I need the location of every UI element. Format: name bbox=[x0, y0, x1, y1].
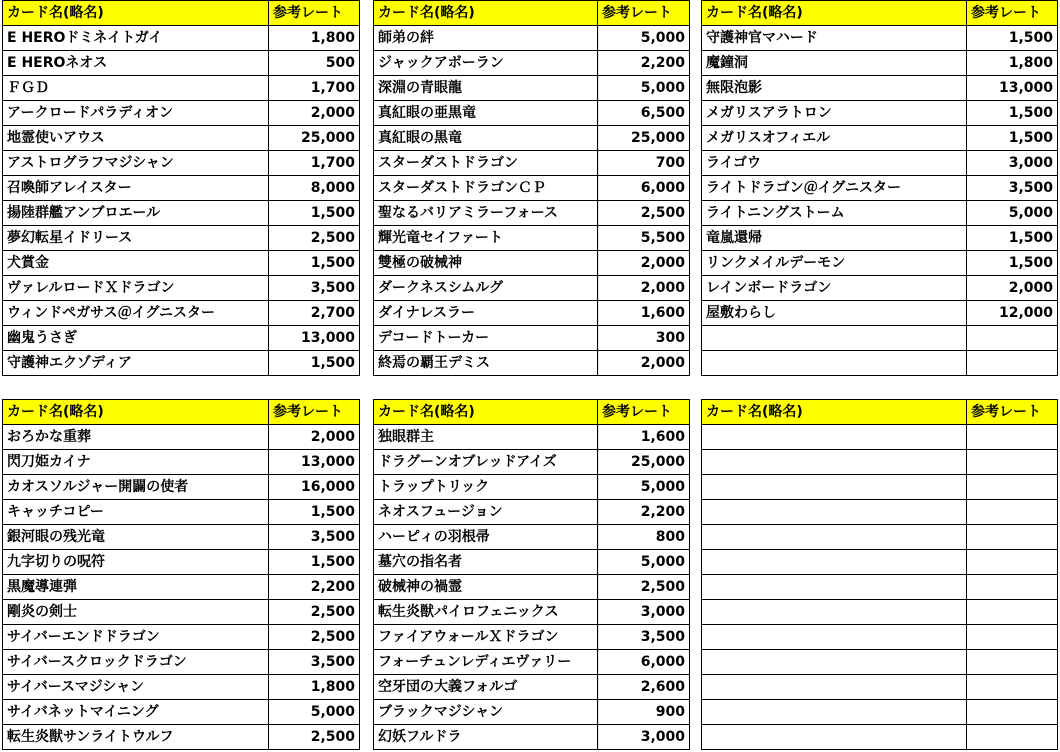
rate-cell[interactable]: 2,500 bbox=[269, 226, 360, 251]
card-name-cell[interactable]: 魔鐘洞 bbox=[702, 51, 967, 76]
table-row bbox=[702, 450, 1058, 475]
rate-table-4 bbox=[2, 399, 360, 750]
table-row bbox=[374, 475, 690, 500]
card-name-header[interactable]: カード名(略名) bbox=[702, 1, 967, 26]
card-name-cell[interactable]: 召喚師アレイスター bbox=[3, 176, 269, 201]
table-row bbox=[3, 700, 360, 725]
card-name-cell[interactable]: おろかな重葬 bbox=[3, 425, 269, 450]
rate-cell[interactable]: 2,500 bbox=[269, 600, 360, 625]
rate-cell[interactable]: 13,000 bbox=[269, 450, 360, 475]
card-name-cell[interactable]: サイバーエンドドラゴン bbox=[3, 625, 269, 650]
rate-cell[interactable]: 1,500 bbox=[967, 26, 1058, 51]
card-name-cell[interactable]: ジャックアボーラン bbox=[374, 51, 598, 76]
card-name-cell[interactable]: 剛炎の剣士 bbox=[3, 600, 269, 625]
table-row bbox=[702, 276, 1058, 301]
card-name-cell[interactable]: ドラグーンオブレッドアイズ bbox=[374, 450, 598, 475]
card-name-cell[interactable]: メガリスオフィエル bbox=[702, 126, 967, 151]
table-row bbox=[702, 251, 1058, 276]
table-row bbox=[702, 226, 1058, 251]
rate-table-3 bbox=[701, 0, 1058, 376]
card-name-cell[interactable] bbox=[702, 500, 967, 525]
rate-cell[interactable]: 3,500 bbox=[269, 525, 360, 550]
table-row bbox=[702, 26, 1058, 51]
table-row bbox=[374, 226, 690, 251]
table-row bbox=[702, 51, 1058, 76]
table-row bbox=[3, 151, 360, 176]
rate-cell[interactable]: 2,600 bbox=[598, 675, 690, 700]
table-row bbox=[3, 575, 360, 600]
table-row bbox=[3, 425, 360, 450]
table-row bbox=[3, 675, 360, 700]
rate-cell[interactable]: 3,500 bbox=[598, 625, 690, 650]
card-name-cell[interactable]: 揚陸群艦アンブロエール bbox=[3, 201, 269, 226]
rate-header[interactable]: 参考レート bbox=[967, 400, 1058, 425]
card-name-cell[interactable]: 真紅眼の亜黒竜 bbox=[374, 101, 598, 126]
rate-cell[interactable] bbox=[967, 725, 1058, 750]
card-name-cell[interactable]: 幽鬼うさぎ bbox=[3, 326, 269, 351]
table-row bbox=[374, 425, 690, 450]
table-row bbox=[702, 101, 1058, 126]
table-row bbox=[374, 525, 690, 550]
rate-cell[interactable]: 25,000 bbox=[269, 126, 360, 151]
card-name-cell[interactable]: E HEROドミネイトガイ bbox=[3, 26, 269, 51]
rate-cell[interactable]: 1,500 bbox=[967, 101, 1058, 126]
header-row bbox=[374, 400, 690, 425]
card-name-cell[interactable]: 無限泡影 bbox=[702, 76, 967, 101]
rate-cell[interactable]: 6,000 bbox=[598, 176, 690, 201]
rate-cell[interactable]: 5,000 bbox=[598, 76, 690, 101]
card-name-cell[interactable]: ヴァレルロードＸドラゴン bbox=[3, 276, 269, 301]
rate-cell[interactable] bbox=[967, 600, 1058, 625]
table-row bbox=[702, 126, 1058, 151]
card-name-cell[interactable]: ライトドラゴン＠イグニスター bbox=[702, 176, 967, 201]
card-name-cell[interactable]: ネオスフュージョン bbox=[374, 500, 598, 525]
card-name-cell[interactable] bbox=[702, 600, 967, 625]
card-name-cell[interactable] bbox=[702, 326, 967, 351]
rate-cell[interactable]: 1,500 bbox=[967, 251, 1058, 276]
rate-cell[interactable] bbox=[967, 700, 1058, 725]
row-gap bbox=[0, 374, 1060, 399]
card-name-cell[interactable]: キャッチコピー bbox=[3, 500, 269, 525]
card-name-cell[interactable]: 屋敷わらし bbox=[702, 301, 967, 326]
rate-cell[interactable]: 12,000 bbox=[967, 301, 1058, 326]
rate-cell[interactable]: 1,500 bbox=[269, 500, 360, 525]
table-row bbox=[3, 650, 360, 675]
card-name-cell[interactable] bbox=[702, 700, 967, 725]
card-name-cell[interactable]: 幻妖フルドラ bbox=[374, 725, 598, 750]
table-row bbox=[702, 600, 1058, 625]
table-row bbox=[374, 450, 690, 475]
table-row bbox=[3, 226, 360, 251]
card-name-header[interactable]: カード名(略名) bbox=[374, 1, 598, 26]
rate-header[interactable]: 参考レート bbox=[967, 1, 1058, 26]
rate-cell[interactable]: 5,000 bbox=[967, 201, 1058, 226]
rate-cell[interactable]: 1,600 bbox=[598, 301, 690, 326]
card-name-cell[interactable] bbox=[702, 475, 967, 500]
rate-cell[interactable] bbox=[967, 525, 1058, 550]
table-row bbox=[3, 351, 360, 376]
rate-cell[interactable] bbox=[967, 450, 1058, 475]
table-row bbox=[702, 151, 1058, 176]
rate-cell[interactable]: 13,000 bbox=[967, 76, 1058, 101]
table-row bbox=[374, 500, 690, 525]
table-row bbox=[374, 326, 690, 351]
table-row bbox=[3, 450, 360, 475]
rate-cell[interactable]: 1,700 bbox=[269, 151, 360, 176]
card-name-cell[interactable]: リンクメイルデーモン bbox=[702, 251, 967, 276]
card-name-cell[interactable]: 閃刀姫カイナ bbox=[3, 450, 269, 475]
card-name-cell[interactable]: 真紅眼の黒竜 bbox=[374, 126, 598, 151]
rate-table-2 bbox=[373, 0, 690, 376]
card-name-cell[interactable]: 黒魔導連弾 bbox=[3, 575, 269, 600]
rate-table-6 bbox=[701, 399, 1058, 750]
rate-cell[interactable]: 2,500 bbox=[269, 625, 360, 650]
card-name-cell[interactable] bbox=[702, 675, 967, 700]
rate-cell[interactable]: 6,000 bbox=[598, 650, 690, 675]
rate-cell[interactable]: 3,500 bbox=[967, 176, 1058, 201]
card-name-cell[interactable]: 空牙団の大義フォルゴ bbox=[374, 675, 598, 700]
rate-cell[interactable]: 300 bbox=[598, 326, 690, 351]
card-name-cell[interactable]: サイバースクロックドラゴン bbox=[3, 650, 269, 675]
table-row bbox=[374, 575, 690, 600]
table-row bbox=[702, 176, 1058, 201]
table-row bbox=[702, 625, 1058, 650]
rate-cell[interactable]: 16,000 bbox=[269, 475, 360, 500]
table-row bbox=[3, 550, 360, 575]
card-name-cell[interactable]: 輝光竜セイファート bbox=[374, 226, 598, 251]
table-row bbox=[3, 475, 360, 500]
header-row bbox=[3, 1, 360, 26]
table-row bbox=[374, 351, 690, 376]
table-row bbox=[374, 301, 690, 326]
rate-table-1 bbox=[2, 0, 360, 376]
table-row bbox=[3, 176, 360, 201]
rate-cell[interactable]: 900 bbox=[598, 700, 690, 725]
rate-cell[interactable]: 5,000 bbox=[598, 475, 690, 500]
table-row bbox=[3, 525, 360, 550]
card-name-cell[interactable]: ハーピィの羽根帚 bbox=[374, 525, 598, 550]
card-name-cell[interactable]: 雙極の破械神 bbox=[374, 251, 598, 276]
rate-cell[interactable] bbox=[967, 575, 1058, 600]
card-name-cell[interactable] bbox=[702, 351, 967, 376]
table-row bbox=[702, 725, 1058, 750]
rate-cell[interactable]: 8,000 bbox=[269, 176, 360, 201]
rate-cell[interactable]: 2,000 bbox=[269, 101, 360, 126]
rate-table-5 bbox=[373, 399, 690, 750]
rate-cell[interactable] bbox=[967, 550, 1058, 575]
card-name-cell[interactable]: ＦＧＤ bbox=[3, 76, 269, 101]
header-row bbox=[702, 400, 1058, 425]
table-row bbox=[3, 251, 360, 276]
rate-header[interactable]: 参考レート bbox=[269, 400, 360, 425]
card-name-cell[interactable]: 地霊使いアウス bbox=[3, 126, 269, 151]
rate-cell[interactable]: 5,500 bbox=[598, 226, 690, 251]
table-row bbox=[3, 201, 360, 226]
card-name-cell[interactable]: 終焉の覇王デミス bbox=[374, 351, 598, 376]
rate-cell[interactable]: 1,800 bbox=[269, 675, 360, 700]
table-row bbox=[374, 201, 690, 226]
card-name-cell[interactable]: 竜嵐還帰 bbox=[702, 226, 967, 251]
rate-cell[interactable]: 1,500 bbox=[269, 550, 360, 575]
card-name-cell[interactable] bbox=[702, 550, 967, 575]
card-name-cell[interactable] bbox=[702, 650, 967, 675]
table-row bbox=[374, 76, 690, 101]
rate-cell[interactable]: 5,000 bbox=[598, 550, 690, 575]
rate-cell[interactable]: 1,500 bbox=[269, 351, 360, 376]
rate-cell[interactable]: 2,200 bbox=[598, 51, 690, 76]
table-row bbox=[702, 301, 1058, 326]
rate-cell[interactable] bbox=[967, 650, 1058, 675]
card-name-cell[interactable]: 銀河眼の残光竜 bbox=[3, 525, 269, 550]
table-row bbox=[702, 675, 1058, 700]
table-row bbox=[374, 625, 690, 650]
card-name-cell[interactable]: サイバースマジシャン bbox=[3, 675, 269, 700]
table-row bbox=[374, 126, 690, 151]
card-name-cell[interactable]: 転生炎獣サンライトウルフ bbox=[3, 725, 269, 750]
card-name-cell[interactable] bbox=[702, 450, 967, 475]
rate-cell[interactable]: 25,000 bbox=[598, 450, 690, 475]
table-row bbox=[3, 26, 360, 51]
card-name-cell[interactable]: レインボードラゴン bbox=[702, 276, 967, 301]
rate-cell[interactable]: 2,500 bbox=[269, 725, 360, 750]
rate-cell[interactable]: 1,500 bbox=[967, 226, 1058, 251]
header-row bbox=[702, 1, 1058, 26]
card-name-cell[interactable]: 深淵の青眼龍 bbox=[374, 76, 598, 101]
card-name-cell[interactable]: アストログラフマジシャン bbox=[3, 151, 269, 176]
rate-cell[interactable]: 1,600 bbox=[598, 425, 690, 450]
rate-cell[interactable]: 1,500 bbox=[967, 126, 1058, 151]
card-name-cell[interactable]: ウィンドペガサス＠イグニスター bbox=[3, 301, 269, 326]
card-name-cell[interactable]: E HEROネオス bbox=[3, 51, 269, 76]
rate-cell[interactable]: 1,700 bbox=[269, 76, 360, 101]
table-row bbox=[702, 650, 1058, 675]
table-row bbox=[3, 76, 360, 101]
card-name-cell[interactable] bbox=[702, 725, 967, 750]
card-name-cell[interactable]: スターダストドラゴン bbox=[374, 151, 598, 176]
table-row bbox=[374, 600, 690, 625]
rate-cell[interactable] bbox=[967, 675, 1058, 700]
rate-cell[interactable]: 3,000 bbox=[598, 600, 690, 625]
rate-header[interactable]: 参考レート bbox=[598, 400, 690, 425]
rate-cell[interactable]: 2,000 bbox=[598, 251, 690, 276]
card-name-cell[interactable]: 守護神官マハード bbox=[702, 26, 967, 51]
table-row bbox=[374, 550, 690, 575]
card-name-cell[interactable]: メガリスアラトロン bbox=[702, 101, 967, 126]
table-row bbox=[3, 51, 360, 76]
table-row bbox=[702, 475, 1058, 500]
card-name-cell[interactable]: 墓穴の指名者 bbox=[374, 550, 598, 575]
table-row bbox=[374, 251, 690, 276]
table-row bbox=[702, 525, 1058, 550]
card-name-cell[interactable]: 破械神の禍霊 bbox=[374, 575, 598, 600]
rate-cell[interactable]: 3,000 bbox=[967, 151, 1058, 176]
rate-cell[interactable]: 500 bbox=[269, 51, 360, 76]
rate-cell[interactable]: 2,000 bbox=[269, 425, 360, 450]
table-row bbox=[3, 326, 360, 351]
rate-cell[interactable]: 2,500 bbox=[598, 575, 690, 600]
table-row bbox=[702, 425, 1058, 450]
rate-cell[interactable]: 1,800 bbox=[269, 26, 360, 51]
card-name-cell[interactable] bbox=[702, 525, 967, 550]
card-name-cell[interactable]: 独眼群主 bbox=[374, 425, 598, 450]
rate-header[interactable]: 参考レート bbox=[598, 1, 690, 26]
table-row bbox=[3, 600, 360, 625]
table-row bbox=[374, 176, 690, 201]
table-row bbox=[702, 550, 1058, 575]
table-row bbox=[3, 126, 360, 151]
card-name-cell[interactable]: 夢幻転星イドリース bbox=[3, 226, 269, 251]
table-row bbox=[374, 675, 690, 700]
card-name-cell[interactable]: 守護神エクゾディア bbox=[3, 351, 269, 376]
table-row bbox=[374, 151, 690, 176]
rate-cell[interactable] bbox=[967, 500, 1058, 525]
table-row bbox=[3, 276, 360, 301]
rate-cell[interactable]: 700 bbox=[598, 151, 690, 176]
rate-cell[interactable]: 5,000 bbox=[269, 700, 360, 725]
card-name-cell[interactable]: 犬賞金 bbox=[3, 251, 269, 276]
card-name-header[interactable]: カード名(略名) bbox=[374, 400, 598, 425]
table-row bbox=[374, 700, 690, 725]
card-name-cell[interactable]: 聖なるバリアミラーフォース bbox=[374, 201, 598, 226]
header-row bbox=[374, 1, 690, 26]
rate-cell[interactable]: 1,800 bbox=[967, 51, 1058, 76]
table-row bbox=[3, 101, 360, 126]
card-name-cell[interactable]: アークロードパラディオン bbox=[3, 101, 269, 126]
card-name-cell[interactable]: スターダストドラゴンＣＰ bbox=[374, 176, 598, 201]
table-row bbox=[702, 500, 1058, 525]
card-name-cell[interactable]: 九字切りの呪符 bbox=[3, 550, 269, 575]
rate-cell[interactable]: 1,500 bbox=[269, 201, 360, 226]
card-name-header[interactable]: カード名(略名) bbox=[3, 400, 269, 425]
card-name-header[interactable]: カード名(略名) bbox=[3, 1, 269, 26]
card-name-cell[interactable]: ダイナレスラー bbox=[374, 301, 598, 326]
rate-cell[interactable]: 13,000 bbox=[269, 326, 360, 351]
card-name-cell[interactable]: ダークネスシムルグ bbox=[374, 276, 598, 301]
rate-cell[interactable] bbox=[967, 475, 1058, 500]
rate-cell[interactable]: 2,000 bbox=[967, 276, 1058, 301]
rate-cell[interactable]: 2,500 bbox=[598, 201, 690, 226]
table-row bbox=[3, 301, 360, 326]
rate-cell[interactable]: 6,500 bbox=[598, 101, 690, 126]
header-row bbox=[3, 400, 360, 425]
rate-cell[interactable]: 1,500 bbox=[269, 251, 360, 276]
card-name-cell[interactable]: フォーチュンレディエヴァリー bbox=[374, 650, 598, 675]
rate-cell[interactable] bbox=[967, 425, 1058, 450]
table-row bbox=[3, 725, 360, 750]
table-row bbox=[3, 500, 360, 525]
rate-cell[interactable]: 2,200 bbox=[269, 575, 360, 600]
rate-cell[interactable]: 2,200 bbox=[598, 500, 690, 525]
rate-cell[interactable]: 3,500 bbox=[269, 276, 360, 301]
rate-cell[interactable]: 2,000 bbox=[598, 351, 690, 376]
rate-cell[interactable]: 2,700 bbox=[269, 301, 360, 326]
table-row bbox=[374, 725, 690, 750]
rate-cell[interactable]: 2,000 bbox=[598, 276, 690, 301]
table-row bbox=[374, 650, 690, 675]
card-name-header[interactable]: カード名(略名) bbox=[702, 400, 967, 425]
card-name-cell[interactable]: デコードトーカー bbox=[374, 326, 598, 351]
card-name-cell[interactable] bbox=[702, 625, 967, 650]
rate-cell[interactable]: 3,000 bbox=[598, 725, 690, 750]
table-row bbox=[374, 276, 690, 301]
table-row bbox=[702, 351, 1058, 376]
rate-cell[interactable] bbox=[967, 625, 1058, 650]
card-name-cell[interactable]: 転生炎獣パイロフェニックス bbox=[374, 600, 598, 625]
card-name-cell[interactable]: ファイアウォールＸドラゴン bbox=[374, 625, 598, 650]
rate-header[interactable]: 参考レート bbox=[269, 1, 360, 26]
rate-cell[interactable]: 3,500 bbox=[269, 650, 360, 675]
table-row bbox=[702, 575, 1058, 600]
table-row bbox=[702, 76, 1058, 101]
card-name-cell[interactable]: サイバネットマイニング bbox=[3, 700, 269, 725]
card-name-cell[interactable]: ライゴウ bbox=[702, 151, 967, 176]
table-row bbox=[702, 326, 1058, 351]
rate-cell[interactable]: 800 bbox=[598, 525, 690, 550]
card-name-cell[interactable] bbox=[702, 425, 967, 450]
card-name-cell[interactable] bbox=[702, 575, 967, 600]
table-row bbox=[374, 26, 690, 51]
card-name-cell[interactable]: ブラックマジシャン bbox=[374, 700, 598, 725]
card-name-cell[interactable]: ライトニングストーム bbox=[702, 201, 967, 226]
table-row bbox=[3, 625, 360, 650]
rate-cell[interactable] bbox=[967, 351, 1058, 376]
card-name-cell[interactable]: カオスソルジャー開闢の使者 bbox=[3, 475, 269, 500]
card-name-cell[interactable]: 師弟の絆 bbox=[374, 26, 598, 51]
table-row bbox=[702, 201, 1058, 226]
rate-cell[interactable]: 25,000 bbox=[598, 126, 690, 151]
rate-cell[interactable] bbox=[967, 326, 1058, 351]
table-row bbox=[374, 101, 690, 126]
card-name-cell[interactable]: トラップトリック bbox=[374, 475, 598, 500]
table-row bbox=[702, 700, 1058, 725]
rate-cell[interactable]: 5,000 bbox=[598, 26, 690, 51]
table-row bbox=[374, 51, 690, 76]
